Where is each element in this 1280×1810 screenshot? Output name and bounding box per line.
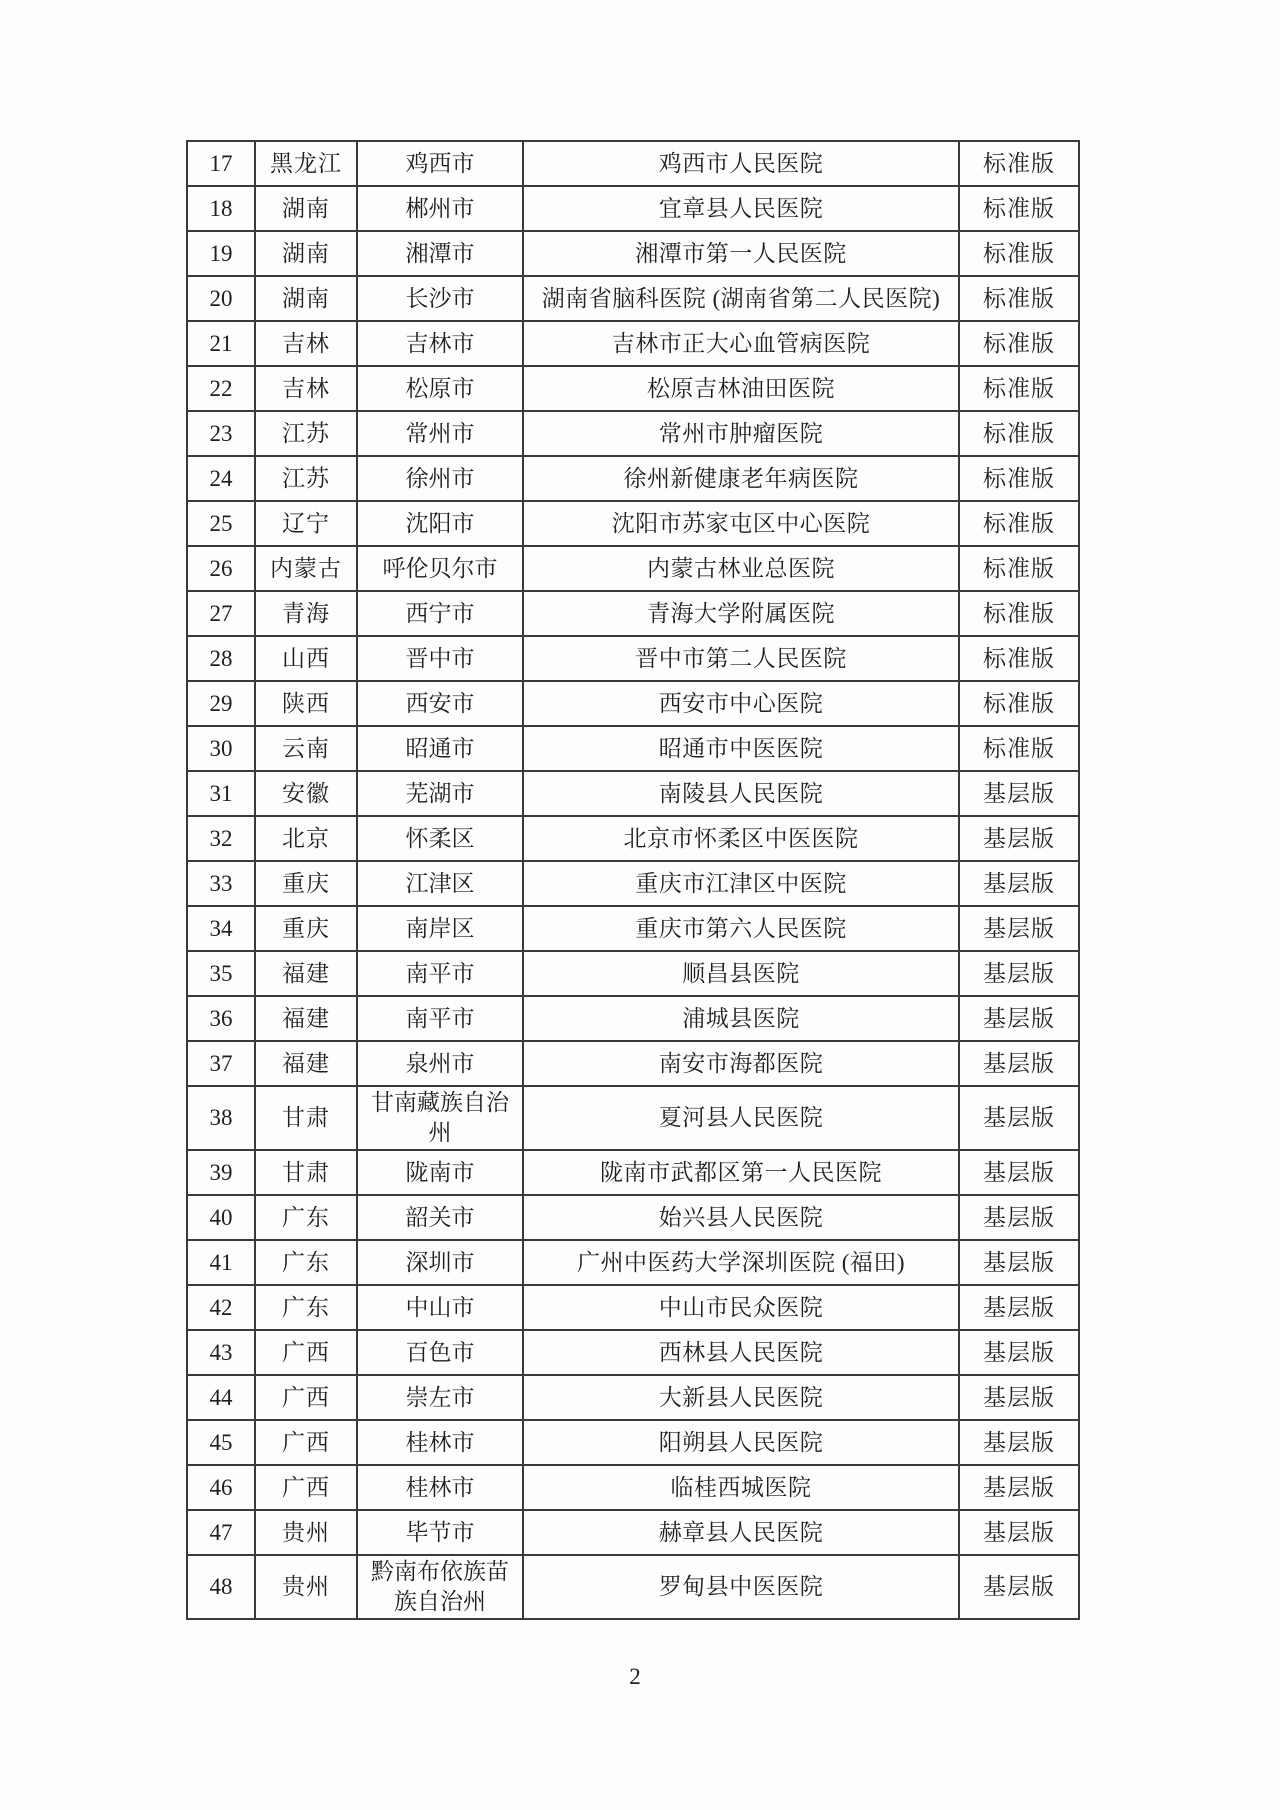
- cell-version: 基层版: [959, 1420, 1079, 1465]
- cell-no: 23: [187, 411, 255, 456]
- cell-no: 29: [187, 681, 255, 726]
- cell-version: 基层版: [959, 1375, 1079, 1420]
- table-row: [187, 321, 1079, 366]
- cell-version: 标准版: [959, 456, 1079, 501]
- cell-city: 芜湖市: [357, 771, 523, 816]
- cell-version: 标准版: [959, 186, 1079, 231]
- cell-city: 怀柔区: [357, 816, 523, 861]
- table-row: [187, 141, 1079, 186]
- cell-no: 22: [187, 366, 255, 411]
- cell-province: 重庆: [255, 861, 357, 906]
- cell-no: 28: [187, 636, 255, 681]
- cell-city: 吉林市: [357, 321, 523, 366]
- cell-version: 标准版: [959, 231, 1079, 276]
- cell-no: 32: [187, 816, 255, 861]
- cell-province: 内蒙古: [255, 546, 357, 591]
- cell-province: 北京: [255, 816, 357, 861]
- table-row: [187, 816, 1079, 861]
- table-row: [187, 1330, 1079, 1375]
- cell-city: 南平市: [357, 996, 523, 1041]
- table-row: [187, 591, 1079, 636]
- cell-no: 43: [187, 1330, 255, 1375]
- cell-version: 标准版: [959, 411, 1079, 456]
- cell-province: 陕西: [255, 681, 357, 726]
- cell-city: 南平市: [357, 951, 523, 996]
- cell-hospital: 西安市中心医院: [523, 681, 959, 726]
- cell-province: 黑龙江: [255, 141, 357, 186]
- cell-version: 基层版: [959, 1285, 1079, 1330]
- table-row: [187, 951, 1079, 996]
- cell-hospital: 广州中医药大学深圳医院 (福田): [523, 1240, 959, 1285]
- table-row: [187, 1041, 1079, 1086]
- cell-no: 45: [187, 1420, 255, 1465]
- cell-province: 贵州: [255, 1510, 357, 1555]
- cell-province: 广东: [255, 1195, 357, 1240]
- cell-province: 辽宁: [255, 501, 357, 546]
- cell-province: 甘肃: [255, 1150, 357, 1195]
- cell-hospital: 始兴县人民医院: [523, 1195, 959, 1240]
- hospital-table: [186, 140, 1080, 1620]
- cell-no: 38: [187, 1086, 255, 1150]
- cell-city: 徐州市: [357, 456, 523, 501]
- cell-province: 江苏: [255, 456, 357, 501]
- cell-province: 广西: [255, 1465, 357, 1510]
- cell-no: 33: [187, 861, 255, 906]
- cell-province: 广西: [255, 1420, 357, 1465]
- table-row: [187, 411, 1079, 456]
- cell-province: 甘肃: [255, 1086, 357, 1150]
- hospital-table-body: [187, 141, 1079, 1619]
- cell-version: 基层版: [959, 816, 1079, 861]
- cell-no: 47: [187, 1510, 255, 1555]
- table-row: [187, 366, 1079, 411]
- table-row: [187, 186, 1079, 231]
- cell-city: 鸡西市: [357, 141, 523, 186]
- cell-city: 黔南布依族苗族自治州: [357, 1555, 523, 1619]
- cell-city: 陇南市: [357, 1150, 523, 1195]
- cell-version: 标准版: [959, 501, 1079, 546]
- cell-version: 标准版: [959, 321, 1079, 366]
- cell-hospital: 西林县人民医院: [523, 1330, 959, 1375]
- table-row: [187, 996, 1079, 1041]
- cell-province: 湖南: [255, 186, 357, 231]
- cell-hospital: 昭通市中医医院: [523, 726, 959, 771]
- cell-version: 基层版: [959, 951, 1079, 996]
- cell-no: 18: [187, 186, 255, 231]
- cell-province: 福建: [255, 951, 357, 996]
- cell-hospital: 吉林市正大心血管病医院: [523, 321, 959, 366]
- cell-no: 40: [187, 1195, 255, 1240]
- cell-province: 吉林: [255, 366, 357, 411]
- table-row: [187, 546, 1079, 591]
- cell-version: 标准版: [959, 591, 1079, 636]
- cell-province: 青海: [255, 591, 357, 636]
- cell-city: 毕节市: [357, 1510, 523, 1555]
- cell-hospital: 夏河县人民医院: [523, 1086, 959, 1150]
- cell-no: 20: [187, 276, 255, 321]
- cell-hospital: 顺昌县医院: [523, 951, 959, 996]
- table-row: [187, 1420, 1079, 1465]
- cell-version: 基层版: [959, 1195, 1079, 1240]
- cell-city: 郴州市: [357, 186, 523, 231]
- cell-province: 福建: [255, 1041, 357, 1086]
- cell-hospital: 阳朔县人民医院: [523, 1420, 959, 1465]
- table-row: [187, 861, 1079, 906]
- cell-version: 标准版: [959, 366, 1079, 411]
- cell-version: 标准版: [959, 276, 1079, 321]
- table-row: [187, 1150, 1079, 1195]
- cell-version: 基层版: [959, 1510, 1079, 1555]
- cell-version: 基层版: [959, 1041, 1079, 1086]
- cell-hospital: 晋中市第二人民医院: [523, 636, 959, 681]
- cell-hospital: 大新县人民医院: [523, 1375, 959, 1420]
- cell-version: 标准版: [959, 546, 1079, 591]
- cell-no: 39: [187, 1150, 255, 1195]
- cell-version: 基层版: [959, 1240, 1079, 1285]
- cell-version: 基层版: [959, 1086, 1079, 1150]
- cell-version: 基层版: [959, 1330, 1079, 1375]
- cell-hospital: 南安市海都医院: [523, 1041, 959, 1086]
- cell-hospital: 北京市怀柔区中医医院: [523, 816, 959, 861]
- cell-province: 广东: [255, 1285, 357, 1330]
- cell-hospital: 中山市民众医院: [523, 1285, 959, 1330]
- cell-province: 吉林: [255, 321, 357, 366]
- page-number: 2: [629, 1664, 641, 1689]
- cell-city: 长沙市: [357, 276, 523, 321]
- cell-no: 27: [187, 591, 255, 636]
- cell-province: 广西: [255, 1375, 357, 1420]
- cell-hospital: 湖南省脑科医院 (湖南省第二人民医院): [523, 276, 959, 321]
- cell-hospital: 临桂西城医院: [523, 1465, 959, 1510]
- cell-hospital: 湘潭市第一人民医院: [523, 231, 959, 276]
- cell-province: 安徽: [255, 771, 357, 816]
- cell-city: 呼伦贝尔市: [357, 546, 523, 591]
- cell-province: 广西: [255, 1330, 357, 1375]
- cell-city: 桂林市: [357, 1420, 523, 1465]
- cell-version: 基层版: [959, 1465, 1079, 1510]
- cell-hospital: 赫章县人民医院: [523, 1510, 959, 1555]
- cell-province: 贵州: [255, 1555, 357, 1619]
- cell-no: 31: [187, 771, 255, 816]
- cell-hospital: 重庆市江津区中医院: [523, 861, 959, 906]
- cell-province: 广东: [255, 1240, 357, 1285]
- cell-no: 34: [187, 906, 255, 951]
- cell-hospital: 内蒙古林业总医院: [523, 546, 959, 591]
- cell-no: 24: [187, 456, 255, 501]
- table-row: [187, 1240, 1079, 1285]
- cell-city: 桂林市: [357, 1465, 523, 1510]
- cell-city: 昭通市: [357, 726, 523, 771]
- cell-version: 基层版: [959, 996, 1079, 1041]
- cell-version: 基层版: [959, 861, 1079, 906]
- cell-hospital: 南陵县人民医院: [523, 771, 959, 816]
- cell-version: 基层版: [959, 1150, 1079, 1195]
- cell-city: 湘潭市: [357, 231, 523, 276]
- cell-province: 重庆: [255, 906, 357, 951]
- table-row: [187, 1465, 1079, 1510]
- cell-city: 沈阳市: [357, 501, 523, 546]
- cell-city: 百色市: [357, 1330, 523, 1375]
- cell-city: 韶关市: [357, 1195, 523, 1240]
- cell-version: 标准版: [959, 681, 1079, 726]
- cell-hospital: 重庆市第六人民医院: [523, 906, 959, 951]
- cell-version: 标准版: [959, 636, 1079, 681]
- cell-no: 42: [187, 1285, 255, 1330]
- cell-hospital: 浦城县医院: [523, 996, 959, 1041]
- cell-no: 37: [187, 1041, 255, 1086]
- cell-no: 21: [187, 321, 255, 366]
- cell-city: 江津区: [357, 861, 523, 906]
- cell-province: 福建: [255, 996, 357, 1041]
- cell-version: 基层版: [959, 906, 1079, 951]
- cell-city: 西安市: [357, 681, 523, 726]
- cell-no: 30: [187, 726, 255, 771]
- cell-no: 36: [187, 996, 255, 1041]
- cell-version: 标准版: [959, 726, 1079, 771]
- table-row: [187, 1510, 1079, 1555]
- cell-no: 46: [187, 1465, 255, 1510]
- cell-hospital: 沈阳市苏家屯区中心医院: [523, 501, 959, 546]
- table-row: [187, 726, 1079, 771]
- table-row: [187, 1285, 1079, 1330]
- cell-city: 崇左市: [357, 1375, 523, 1420]
- cell-no: 41: [187, 1240, 255, 1285]
- cell-city: 南岸区: [357, 906, 523, 951]
- cell-hospital: 罗甸县中医医院: [523, 1555, 959, 1619]
- cell-no: 26: [187, 546, 255, 591]
- table-row: [187, 771, 1079, 816]
- cell-province: 湖南: [255, 231, 357, 276]
- cell-no: 25: [187, 501, 255, 546]
- cell-city: 深圳市: [357, 1240, 523, 1285]
- cell-hospital: 松原吉林油田医院: [523, 366, 959, 411]
- cell-hospital: 徐州新健康老年病医院: [523, 456, 959, 501]
- table-row: [187, 231, 1079, 276]
- cell-city: 常州市: [357, 411, 523, 456]
- cell-hospital: 常州市肿瘤医院: [523, 411, 959, 456]
- cell-province: 江苏: [255, 411, 357, 456]
- table-row: [187, 1555, 1079, 1619]
- cell-city: 晋中市: [357, 636, 523, 681]
- cell-city: 中山市: [357, 1285, 523, 1330]
- cell-province: 湖南: [255, 276, 357, 321]
- cell-no: 44: [187, 1375, 255, 1420]
- table-row: [187, 636, 1079, 681]
- cell-city: 泉州市: [357, 1041, 523, 1086]
- cell-city: 西宁市: [357, 591, 523, 636]
- cell-no: 35: [187, 951, 255, 996]
- cell-no: 19: [187, 231, 255, 276]
- cell-no: 17: [187, 141, 255, 186]
- table-row: [187, 456, 1079, 501]
- cell-city: 甘南藏族自治州: [357, 1086, 523, 1150]
- cell-hospital: 宜章县人民医院: [523, 186, 959, 231]
- cell-city: 松原市: [357, 366, 523, 411]
- cell-version: 标准版: [959, 141, 1079, 186]
- cell-hospital: 青海大学附属医院: [523, 591, 959, 636]
- cell-version: 基层版: [959, 1555, 1079, 1619]
- cell-province: 云南: [255, 726, 357, 771]
- cell-no: 48: [187, 1555, 255, 1619]
- table-row: [187, 1086, 1079, 1150]
- table-row: [187, 276, 1079, 321]
- table-row: [187, 1195, 1079, 1240]
- cell-hospital: 鸡西市人民医院: [523, 141, 959, 186]
- table-row: [187, 501, 1079, 546]
- cell-hospital: 陇南市武都区第一人民医院: [523, 1150, 959, 1195]
- table-row: [187, 1375, 1079, 1420]
- cell-version: 基层版: [959, 771, 1079, 816]
- table-row: [187, 681, 1079, 726]
- table-row: [187, 906, 1079, 951]
- cell-province: 山西: [255, 636, 357, 681]
